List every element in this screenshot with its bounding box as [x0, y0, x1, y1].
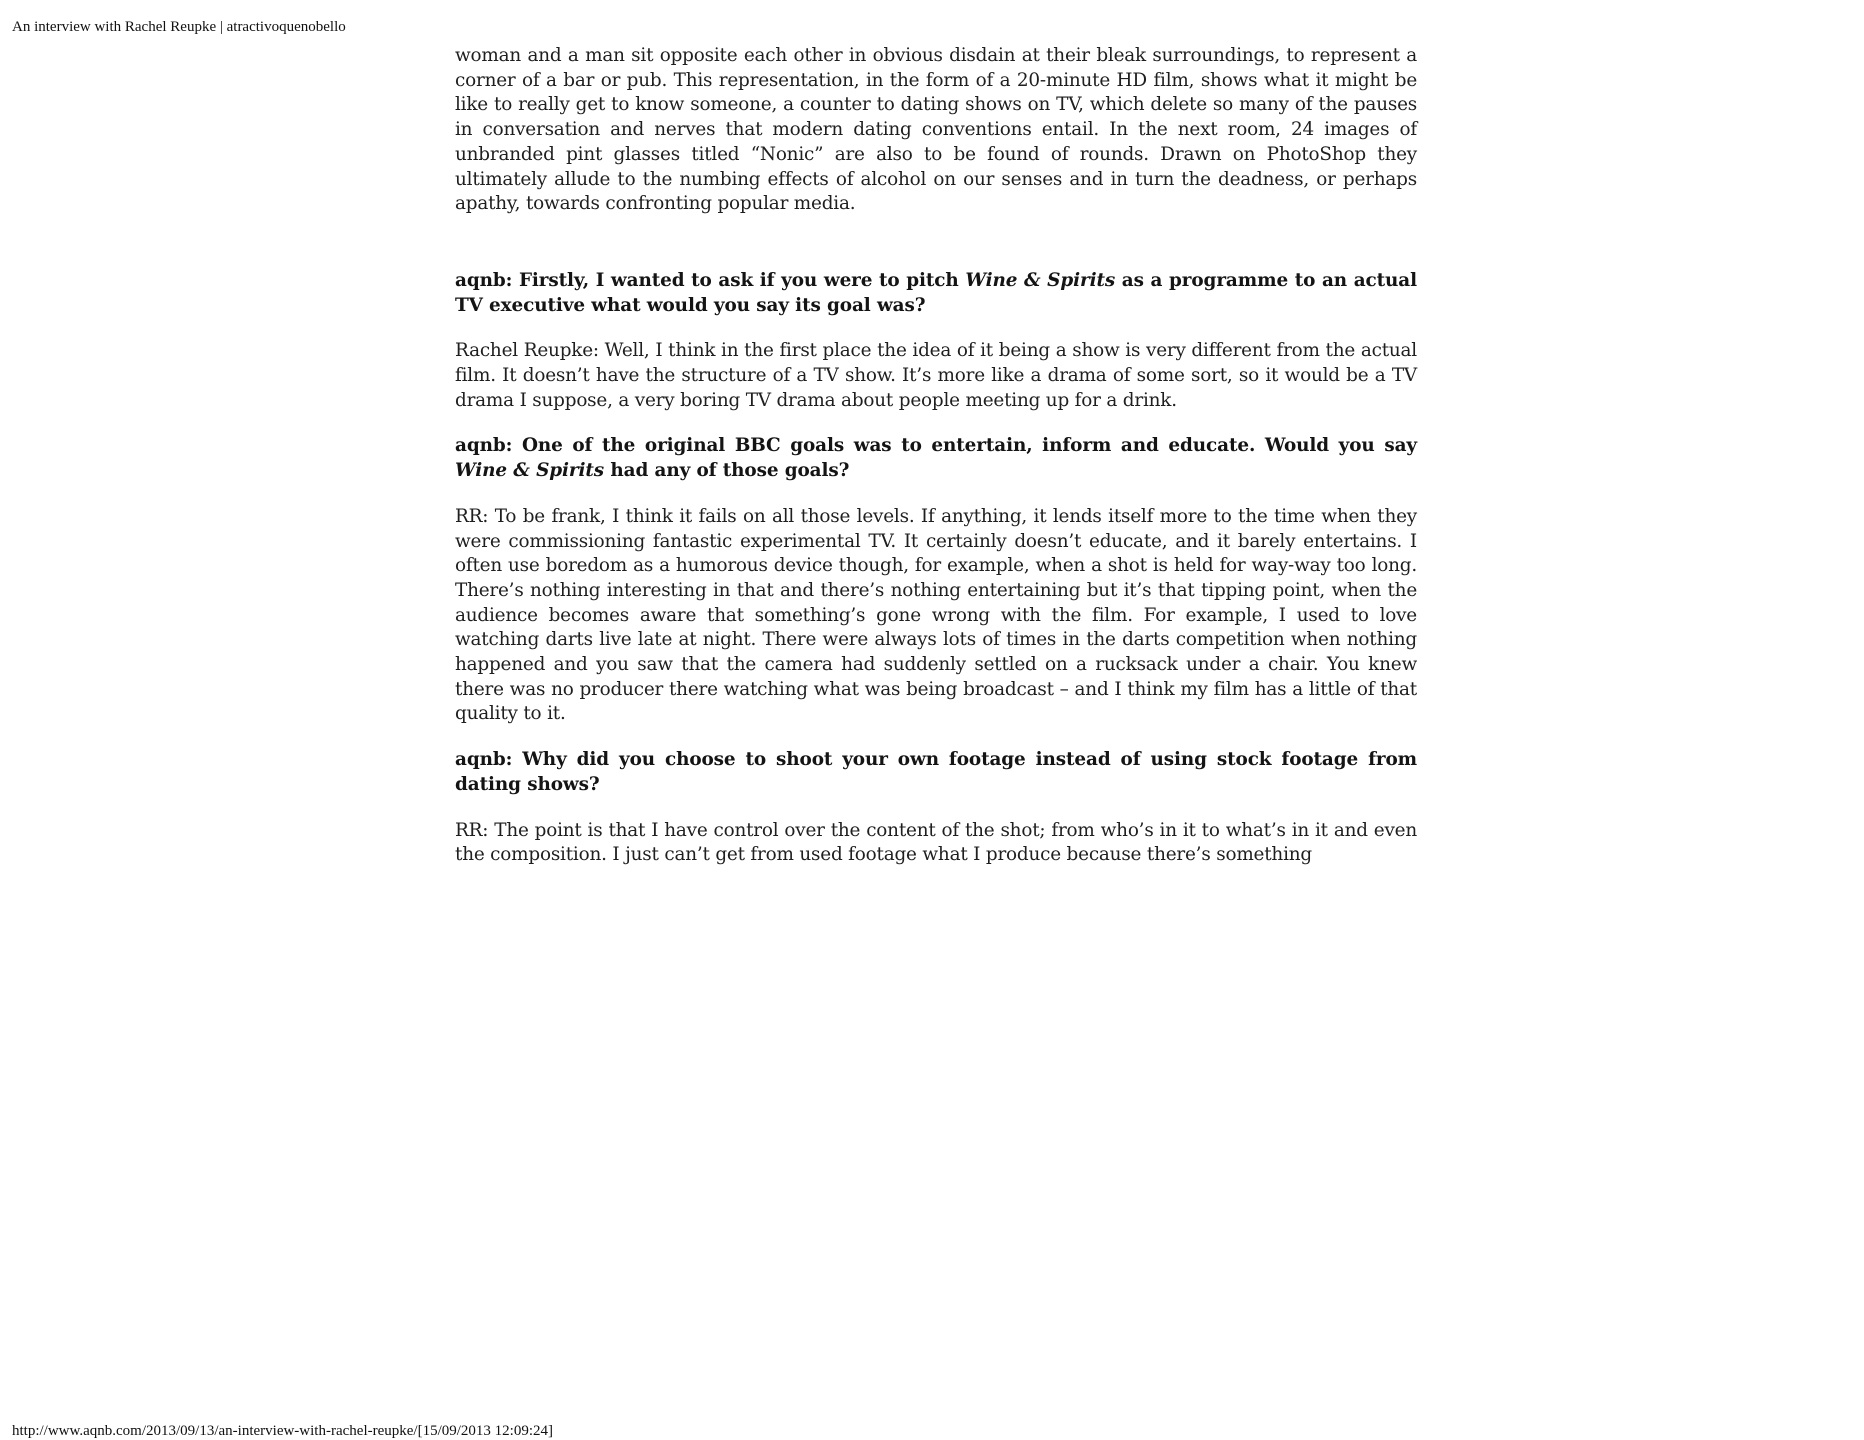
answer-3: RR: The point is that I have control over the content of the shot; from who’s in it to what’s in it and even the composition. I just can’t get from used footage what I produce because there’s something [455, 819, 1417, 866]
question-3: aqnb: Why did you choose to shoot your own footage instead of using stock footage from dating shows? [455, 749, 1417, 795]
question-2-title: Wine & Spirits [455, 460, 605, 482]
question-1-text-start: aqnb: Firstly, I wanted to ask if you were to pitch [455, 269, 966, 291]
intro-paragraph: woman and a man sit opposite each other in obvious disdain at their bleak surroundings, to represent a corner of a bar or pub. This representation, in the form of a 20-minute HD film, shows what it might be like to really get to know someone, a counter to dating shows on TV, which delete so many of the pauses in conversation and nerves that modern dating conventions entail. In the next room, 24 images of unbranded pint glasses titled “Nonic” are also to be found of rounds. Drawn on PhotoShop they ultimately allude to the numbing effects of alcohol on our senses and in turn the deadness, or perhaps apathy, towards confronting popular media. [455, 45, 1417, 215]
question-1-title: Wine & Spirits [965, 269, 1116, 291]
question-2-text-start: aqnb: One of the original BBC goals was to entertain, inform and educate. Would you say [455, 435, 1417, 457]
page-header: An interview with Rachel Reupke | atractivoquenobello [12, 19, 346, 35]
page-footer-url: http://www.aqnb.com/2013/09/13/an-interview-with-rachel-reupke/[15/09/2013 12:09:24] [12, 1423, 553, 1439]
question-2-text-end: had any of those goals? [604, 460, 850, 482]
question-2 [455, 434, 1417, 483]
article-body [455, 44, 1417, 868]
question-1 [455, 269, 1417, 318]
answer-2: RR: To be frank, I think it fails on all those levels. If anything, it lends itself more to the time when they were commissioning fantastic experimental TV. It certainly doesn’t educate, and it barely entertains. I often use boredom as a humorous device though, for example, when a shot is held for way-way too long. There’s nothing interesting in that and there’s nothing entertaining but it’s that tipping point, when the audience becomes aware that something’s gone wrong with the film. For example, I used to love watching darts live late at night. There were always lots of times in the darts competition when nothing happened and you saw that the camera had suddenly settled on a rucksack under a chair. You knew there was no producer there watching what was being broadcast – and I think my film has a little of that quality to it. [455, 505, 1417, 725]
answer-1: Rachel Reupke: Well, I think in the first place the idea of it being a show is very different from the actual film. It doesn’t have the structure of a TV show. It’s more like a drama of some sort, so it would be a TV drama I suppose, a very boring TV drama about people meeting up for a drink. [455, 340, 1417, 411]
question-1-text-end: as a programme to an actual TV executive what would you say its goal was? [455, 269, 1417, 316]
